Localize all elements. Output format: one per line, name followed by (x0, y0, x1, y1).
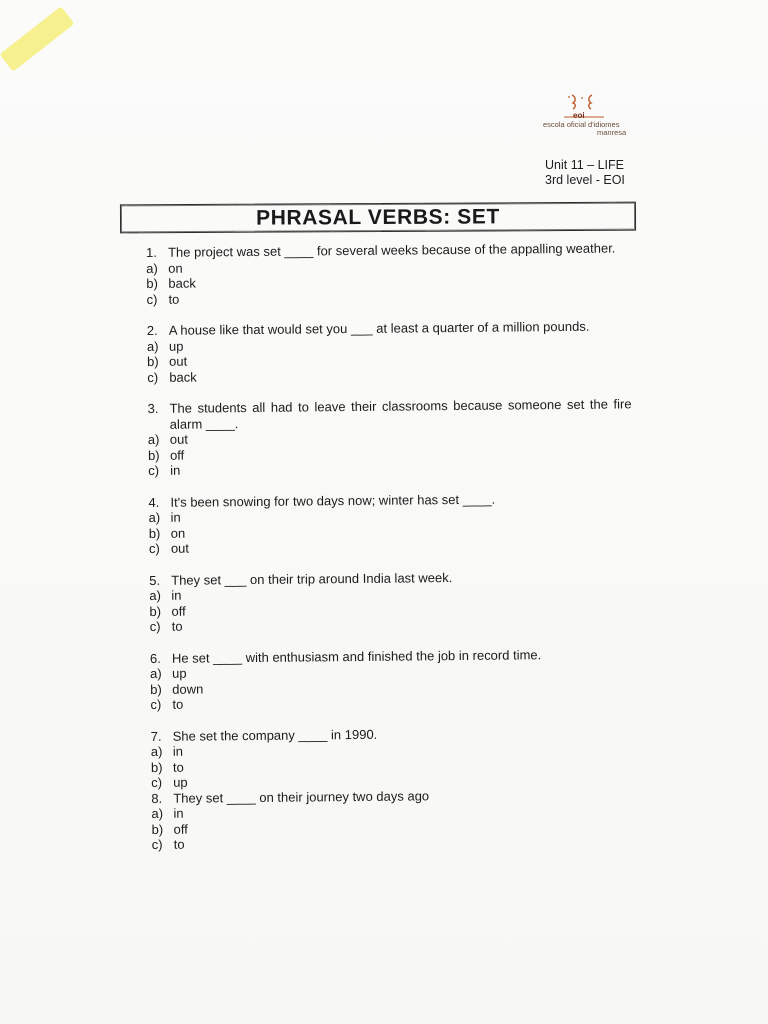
question-text: He set ____ with enthusiasm and finished the job in record time. (171, 646, 542, 666)
option-letter: b) (147, 447, 160, 463)
logo-caption (543, 121, 626, 137)
option-text: to (172, 759, 184, 775)
option-letter: a) (150, 665, 162, 681)
question-stem (147, 396, 647, 432)
highlighter-mark (0, 6, 75, 71)
question-text: The project was set ____ for several weeks because of the appalling weather. (167, 240, 616, 260)
option-text: in (171, 587, 182, 603)
option-letter: c) (148, 540, 160, 556)
question-number: 8. (151, 790, 163, 806)
option-text: to (173, 836, 185, 852)
school-logo (540, 93, 635, 138)
question-number: 4. (148, 494, 160, 510)
option-text: to (172, 696, 184, 712)
option-letter: b) (150, 759, 163, 775)
question-number: 1. (146, 244, 157, 260)
logo-eoi-mark: eoi (573, 111, 585, 120)
option-text: back (168, 275, 196, 291)
option-letter: b) (149, 603, 162, 619)
question-text: The students all had to leave their classrooms because someone set the fire alarm ____. (169, 396, 632, 432)
level-line: 3rd level - EOI (545, 173, 625, 187)
option-letter: a) (147, 431, 160, 447)
option-letter: b) (147, 353, 159, 369)
title-box (120, 202, 636, 234)
question-number: 7. (150, 728, 162, 744)
option-letter: c) (148, 462, 160, 478)
option-letter: c) (146, 291, 158, 307)
question-item (151, 724, 652, 791)
question-item (146, 240, 647, 307)
question-number: 3. (147, 400, 159, 416)
option-text: in (170, 462, 181, 478)
page-title: PHRASAL VERBS: SET (256, 205, 500, 230)
question-number: 2. (146, 322, 158, 338)
question-list (146, 240, 652, 868)
option-letter: c) (151, 774, 163, 790)
question-item (149, 568, 650, 635)
option-letter: b) (148, 525, 161, 541)
option-text: out (169, 431, 189, 447)
question-item (150, 646, 651, 713)
option-text: back (169, 369, 197, 385)
option-text: off (173, 821, 188, 837)
option-text: off (171, 603, 186, 619)
question-text: They set ____ on their journey two days ago (173, 787, 430, 806)
option-text: out (169, 353, 188, 369)
option-letter: c) (151, 836, 163, 852)
question-item (147, 396, 648, 478)
option-text: off (169, 447, 185, 463)
option-letter: a) (146, 260, 158, 276)
unit-line: Unit 11 – LIFE (545, 158, 624, 172)
question-item (148, 490, 649, 557)
option-text: in (170, 509, 181, 525)
unit-info (545, 158, 625, 188)
option-letter: a) (151, 805, 164, 821)
question-text: It's been snowing for two days now; winter has set ____. (170, 491, 496, 510)
option-text: up (173, 774, 188, 790)
option-text: in (173, 805, 184, 821)
option-letter: a) (148, 509, 161, 525)
option-letter: b) (151, 821, 164, 837)
question-text: She set the company ____ in 1990. (172, 726, 378, 744)
question-item (147, 318, 648, 385)
option-letter: a) (146, 338, 159, 354)
option-text: on (170, 525, 186, 541)
option-letter: c) (150, 696, 162, 712)
option-text: on (168, 260, 183, 276)
option-text: up (172, 665, 187, 681)
question-number: 6. (149, 650, 161, 666)
option-letter: b) (146, 275, 159, 291)
option-letter: a) (149, 587, 161, 603)
question-number: 5. (149, 572, 161, 588)
option-text: up (168, 338, 184, 354)
option-letter: c) (149, 618, 161, 634)
option-letter: c) (147, 369, 159, 385)
logo-line-2: manresa (597, 128, 627, 137)
option-text: to (171, 618, 183, 634)
question-text: They set ___ on their trip around India last week. (171, 569, 453, 588)
option-text: down (172, 680, 204, 697)
question-text: A house like that would set you ___ at least a quarter of a million pounds. (168, 318, 590, 338)
question-item (151, 786, 652, 853)
option-letter: b) (150, 681, 162, 697)
option-text: out (170, 540, 190, 556)
option-letter: a) (150, 743, 163, 759)
option-text: in (172, 743, 184, 759)
logo-line-1: escola oficial d'idiomes (543, 120, 620, 129)
option-text: to (168, 291, 180, 307)
